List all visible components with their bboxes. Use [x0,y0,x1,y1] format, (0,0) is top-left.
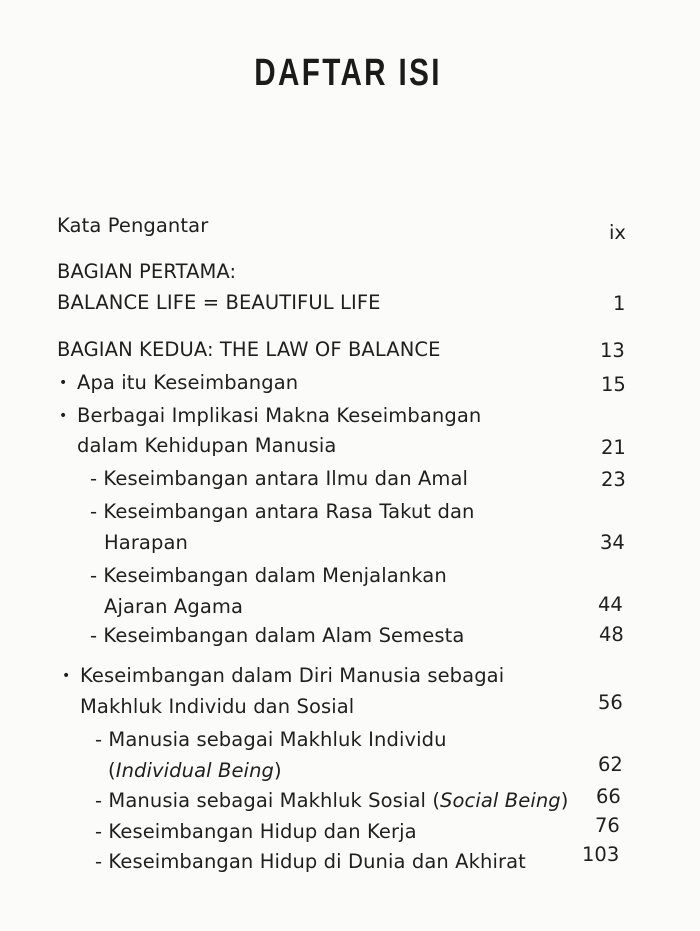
toc-entry-apa-itu-keseimbangan: Apa itu Keseimbangan [77,371,299,394]
bullet-icon: • [59,375,68,391]
toc-page-apa-itu-keseimbangan: 15 [601,373,626,396]
toc-entry-diri-manusia-line2: Makhluk Individu dan Sosial [80,695,355,718]
toc-entry-ajaran-agama-line1: - Keseimbangan dalam Menjalankan [90,564,447,587]
toc-entry-alam-semesta: - Keseimbangan dalam Alam Semesta [90,624,465,647]
bullet-icon: • [62,668,71,684]
toc-entry-makhluk-individu-line2 [108,759,282,783]
close-paren: ) [560,789,569,812]
toc-entry-makhluk-individu-line1: - Manusia sebagai Makhluk Individu [95,728,447,751]
toc-page-berbagai-implikasi: 21 [601,436,626,459]
toc-entry-diri-manusia-line1: Keseimbangan dalam Diri Manusia sebagai [80,664,505,687]
toc-page-alam-semesta: 48 [599,623,624,646]
toc-entry-rasa-takut-line2: Harapan [104,531,188,554]
open-paren: ( [108,759,116,782]
close-paren: ) [274,759,282,782]
toc-entry-dunia-dan-akhirat: - Keseimbangan Hidup di Dunia dan Akhirat [95,850,526,873]
toc-page-makhluk-individu: 62 [598,753,623,776]
toc-entry-hidup-dan-kerja: - Keseimbangan Hidup dan Kerja [95,820,417,843]
toc-page-ilmu-dan-amal: 23 [601,468,626,491]
toc-page-makhluk-sosial: 66 [596,785,621,808]
bullet-icon: • [59,408,68,424]
toc-page-diri-manusia: 56 [598,691,623,714]
toc-entry-bagian-pertama-line1: BAGIAN PERTAMA: [57,260,237,283]
toc-entry-kata-pengantar: Kata Pengantar [57,214,209,237]
toc-page-bagian-kedua: 13 [600,339,625,362]
toc-entry-berbagai-implikasi-line1: Berbagai Implikasi Makna Keseimbangan [77,404,482,427]
page-title: DAFTAR ISI [254,52,442,94]
toc-page-dunia-dan-akhirat: 103 [582,843,620,866]
toc-page-ajaran-agama: 44 [598,593,623,616]
toc-entry-berbagai-implikasi-line2: dalam Kehidupan Manusia [77,434,337,457]
italic-term: Individual Being [115,759,275,782]
toc-entry-makhluk-sosial [95,789,569,813]
entry-text: - Manusia sebagai Makhluk Sosial ( [95,789,441,812]
toc-page-bagian-pertama: 1 [613,292,626,315]
toc-entry-bagian-kedua: BAGIAN KEDUA: THE LAW OF BALANCE [57,338,441,361]
toc-page-kata-pengantar: ix [609,221,626,244]
toc-entry-rasa-takut-line1: - Keseimbangan antara Rasa Takut dan [90,500,475,523]
toc-entry-ajaran-agama-line2: Ajaran Agama [104,595,244,618]
toc-page-hidup-dan-kerja: 76 [595,814,620,837]
toc-entry-bagian-pertama-line2: BALANCE LIFE = BEAUTIFUL LIFE [57,291,381,314]
toc-page-rasa-takut: 34 [600,531,625,554]
italic-term: Social Being [440,789,561,812]
toc-entry-ilmu-dan-amal: - Keseimbangan antara Ilmu dan Amal [90,467,469,490]
